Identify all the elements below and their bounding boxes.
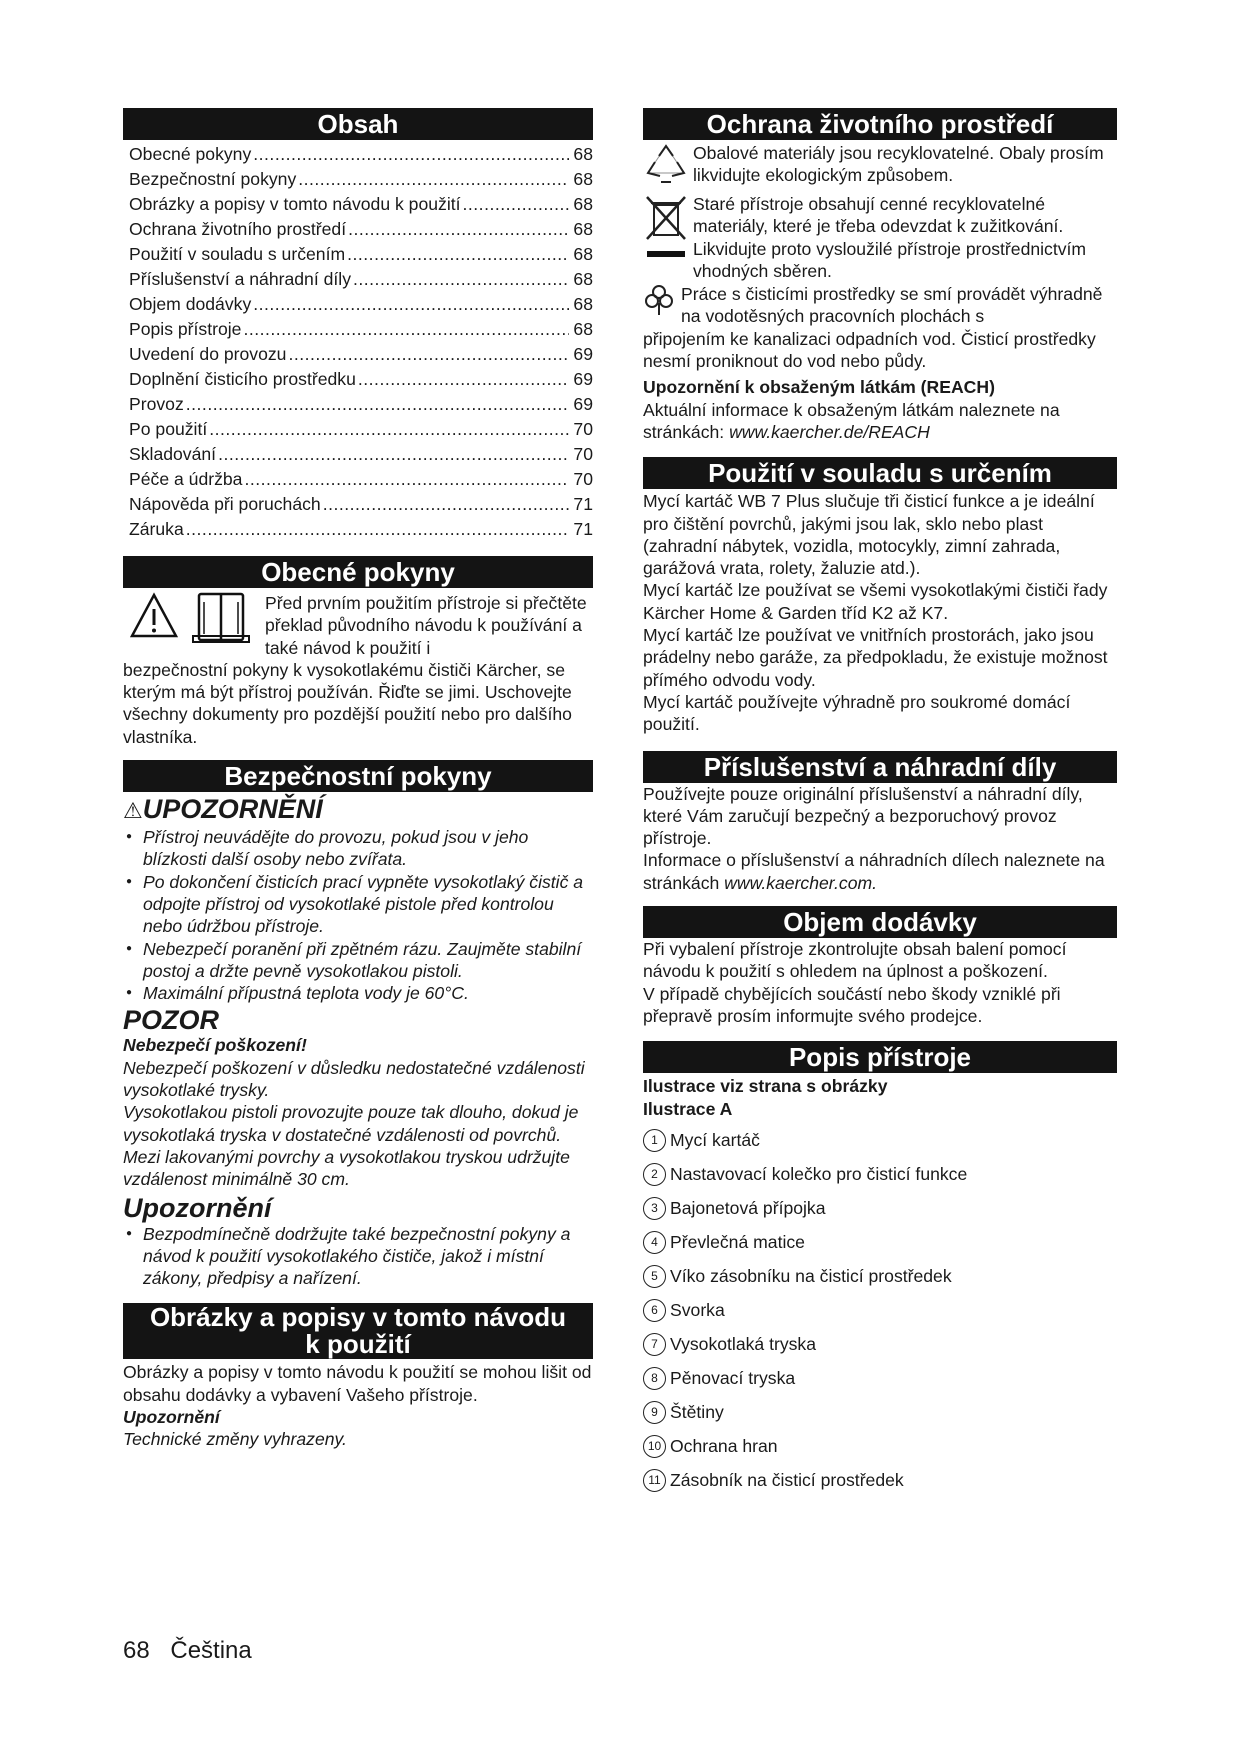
toc-page: 68	[573, 319, 593, 339]
caution-title: POZOR	[123, 1005, 220, 1036]
warning-item: ● Po dokončení čisticích prací vypněte vysokotlaký čistič a odpojte přístroj od vysokotlaké pistole před kontrolou nebo údržbou přístroje.	[123, 871, 593, 938]
water-text-first: Práce s čisticími prostředky se smí provádět výhradně na vodotěsných pracovních plochách s	[681, 284, 1103, 327]
toc-label: Skladování	[129, 444, 217, 464]
toc-row	[123, 492, 593, 517]
toc-leader-dots	[288, 342, 569, 367]
item-number: 9	[643, 1401, 666, 1424]
item-number: 2	[643, 1163, 666, 1186]
figures-heading-line2: k použití	[305, 1329, 411, 1360]
toc-label: Péče a údržba	[129, 469, 243, 489]
toc-page: 70	[573, 444, 593, 464]
toc-label: Bezpečnostní pokyny	[129, 169, 297, 189]
item-label: Štětiny	[670, 1402, 724, 1423]
recycle-icon	[643, 142, 693, 193]
toc-page: 68	[573, 294, 593, 314]
toc-page: 68	[573, 269, 593, 289]
toc-page: 69	[573, 369, 593, 389]
toc-leader-dots	[243, 317, 569, 342]
intended-use-paragraph: Mycí kartáč lze používat se všemi vysokotlakými čističi řady Kärcher Home & Garden tříd K2 až K7.	[643, 580, 1108, 623]
toc-leader-dots	[347, 242, 569, 267]
item-label: Svorka	[670, 1300, 725, 1321]
intended-use-paragraph: Mycí kartáč WB 7 Plus slučuje tři čisticí funkce a je ideální pro čištění povrchů, jakými jsou lak, sklo nebo plast (zahradní nábytek, vozidla, motocykly, zimní zahrada, garážová vrata, rolety, žaluzie atd.).	[643, 491, 1095, 579]
toc-label: Doplnění čisticího prostředku	[129, 369, 356, 389]
item-label: Pěnovací tryska	[670, 1368, 796, 1389]
general-text-rest: bezpečnostní pokyny k vysokotlakému čističi Kärcher, se kterým má být přístroj používán. Řiďte se jimi. Uschovejte všechny dokumenty pro pozdější použití nebo pro dalšího vlastníka.	[123, 659, 572, 747]
accessories-link[interactable]: www.kaercher.com.	[724, 872, 878, 893]
list-item	[643, 1260, 1117, 1294]
toc-row	[123, 392, 593, 417]
toc-label: Obrázky a popisy v tomto návodu k použití	[129, 194, 461, 214]
item-number: 11	[643, 1469, 666, 1492]
list-item	[643, 1226, 1117, 1260]
list-item	[643, 1362, 1117, 1396]
toc-leader-dots	[209, 417, 569, 442]
figures-note-text: Technické změny vyhrazeny.	[123, 1429, 347, 1450]
weee-block	[643, 193, 1117, 282]
item-number: 8	[643, 1367, 666, 1390]
intended-use-paragraph: Mycí kartáč lze používat ve vnitřních prostorách, jako jsou prádelny nebo garáže, za předpokladu, že existuje možnost přímého odvodu vody.	[643, 625, 1108, 690]
toc-page: 68	[573, 244, 593, 264]
list-item	[643, 1328, 1117, 1362]
toc-leader-dots	[253, 292, 569, 317]
toc-leader-dots	[218, 442, 569, 467]
toc-page: 68	[573, 219, 593, 239]
list-item	[643, 1158, 1117, 1192]
toc-label: Ochrana životního prostředí	[129, 219, 347, 239]
intended-use-heading: Použití v souladu s určením	[643, 457, 1117, 489]
caution-paragraph: Vysokotlakou pistoli provozujte pouze tak dlouho, dokud je vysokotlaká tryska v dostatečné vzdálenosti od povrchů.	[123, 1102, 579, 1145]
toc-row	[123, 517, 593, 542]
toc-page: 68	[573, 144, 593, 164]
caution-subtitle: Nebezpečí poškození!	[123, 1035, 307, 1056]
toc-page: 71	[573, 519, 593, 539]
item-number: 6	[643, 1299, 666, 1322]
table-of-contents	[123, 142, 593, 542]
item-label: Vysokotlaká tryska	[670, 1334, 817, 1355]
toc-leader-dots	[348, 217, 569, 242]
toc-leader-dots	[244, 467, 569, 492]
item-label: Nastavovací kolečko pro čisticí funkce	[670, 1164, 968, 1185]
recycle-block	[643, 142, 1117, 193]
toc-row	[123, 267, 593, 292]
figures-note-title: Upozornění	[123, 1407, 220, 1428]
toc-row	[123, 467, 593, 492]
toc-page: 71	[573, 494, 593, 514]
figures-heading	[123, 1303, 593, 1359]
toc-label: Po použití	[129, 419, 208, 439]
warning-item: ● Maximální přípustná teplota vody je 60°C.	[123, 982, 593, 1004]
item-label: Převlečná matice	[670, 1232, 805, 1253]
toc-page: 70	[573, 419, 593, 439]
toc-page: 68	[573, 194, 593, 214]
reach-link[interactable]: www.kaercher.de/REACH	[729, 421, 930, 442]
intended-use-paragraph: Mycí kartáč používejte výhradně pro soukromé domácí použití.	[643, 691, 1071, 735]
toc-row	[123, 217, 593, 242]
figures-text: Obrázky a popisy v tomto návodu k použití se mohou lišit od obsahu dodávky a vybavení Vašeho přístroje.	[123, 1362, 592, 1405]
warning-item: ● Přístroj neuvádějte do provozu, pokud jsou v jeho blízkosti další osoby nebo zvířata.	[123, 826, 593, 871]
toc-row	[123, 167, 593, 192]
right-column	[643, 108, 1117, 1498]
toc-label: Uvedení do provozu	[129, 344, 287, 364]
toc-row	[123, 442, 593, 467]
toc-row	[123, 192, 593, 217]
left-column	[123, 108, 593, 1451]
toc-label: Provoz	[129, 394, 184, 414]
warning-title: ⚠UPOZORNĚNÍ	[123, 794, 323, 825]
toc-leader-dots	[463, 192, 569, 217]
toc-row	[123, 417, 593, 442]
toc-leader-dots	[186, 392, 569, 417]
reach-title: Upozornění k obsaženým látkám (REACH)	[643, 377, 995, 398]
general-text-first: Před prvním použitím přístroje si přečtěte překlad původního návodu k používání a také návod k použití i	[265, 593, 587, 658]
crossed-bin-icon	[643, 193, 693, 282]
list-item	[643, 1294, 1117, 1328]
recycle-text: Obalové materiály jsou recyklovatelné. Obaly prosím likvidujte ekologickým způsobem.	[693, 143, 1104, 186]
parts-list	[643, 1124, 1117, 1498]
caution-paragraph: Mezi lakovanými povrchy a vysokotlakou tryskou udržujte vzdálenost minimálně 30 cm.	[123, 1146, 570, 1190]
toc-row	[123, 342, 593, 367]
environment-heading: Ochrana životního prostředí	[643, 108, 1117, 140]
item-label: Mycí kartáč	[670, 1130, 760, 1151]
page-number: 68	[123, 1637, 150, 1664]
water-text-rest: připojením ke kanalizaci odpadních vod. Čisticí prostředky nesmí proniknout do vod nebo půdy.	[643, 328, 1096, 372]
item-label: Bajonetová přípojka	[670, 1198, 826, 1219]
list-item	[643, 1192, 1117, 1226]
toc-label: Popis přístroje	[129, 319, 242, 339]
item-number: 3	[643, 1197, 666, 1220]
reach-text: Aktuální informace k obsaženým látkám naleznete na stránkách: www.kaercher.de/REACH	[643, 399, 1060, 442]
item-number: 5	[643, 1265, 666, 1288]
list-item	[643, 1124, 1117, 1158]
toc-label: Obecné pokyny	[129, 144, 252, 164]
toc-label: Použití v souladu s určením	[129, 244, 346, 264]
toc-row	[123, 242, 593, 267]
item-label: Ochrana hran	[670, 1436, 778, 1457]
scope-text-1: Při vybalení přístroje zkontrolujte obsah balení pomocí návodu k použití s ohledem na úplnost a poškození.	[643, 939, 1067, 982]
weee-text: Staré přístroje obsahují cenné recyklovatelné materiály, které je třeba odevzdat k zužitkování. Likvidujte proto vysloužilé přístroje prostřednictvím vhodných sběren.	[693, 194, 1087, 281]
description-line-2: Ilustrace A	[643, 1098, 733, 1119]
item-label: Zásobník na čisticí prostředek	[670, 1470, 904, 1491]
toc-heading: Obsah	[123, 108, 593, 140]
note-item: ● Bezpodmínečně dodržujte také bezpečnostní pokyny a návod k použití vysokotlakého čističe, jakož i místní zákony, předpisy a nařízení.	[123, 1223, 593, 1290]
list-item	[643, 1464, 1117, 1498]
toc-row	[123, 142, 593, 167]
toc-page: 68	[573, 169, 593, 189]
toc-leader-dots	[358, 367, 569, 392]
accessories-text-1: Používejte pouze originální příslušenství a náhradní díly, které Vám zaručují bezpečný a bezporuchový provoz přístroje.	[643, 783, 1083, 849]
item-label: Víko zásobníku na čisticí prostředek	[670, 1266, 952, 1287]
footer-language: Čeština	[170, 1637, 252, 1664]
toc-label: Příslušenství a náhradní díly	[129, 269, 351, 289]
toc-row	[123, 367, 593, 392]
toc-leader-dots	[323, 492, 569, 517]
warning-item: ● Nebezpečí poranění při zpětném rázu. Zaujměte stabilní postoj a držte pevně vysokotlakou pistoli.	[123, 938, 593, 983]
toc-row	[123, 292, 593, 317]
caution-paragraph: Nebezpečí poškození v důsledku nedostatečné vzdálenosti vysokotlaké trysky.	[123, 1057, 585, 1101]
item-number: 1	[643, 1129, 666, 1152]
warning-small-icon: ⚠	[123, 798, 143, 824]
description-heading: Popis přístroje	[643, 1041, 1117, 1073]
scope-text-2: V případě chybějících součástí nebo škody vzniklé při přepravě prosím informujte svého prodejce.	[643, 983, 1061, 1026]
safety-heading: Bezpečnostní pokyny	[123, 760, 593, 792]
note-title: Upozornění	[123, 1192, 272, 1223]
manual-book-icon	[191, 592, 251, 659]
list-item	[643, 1396, 1117, 1430]
warning-list	[123, 826, 593, 1004]
groundwater-icon	[643, 283, 681, 328]
general-block	[123, 592, 593, 659]
general-heading: Obecné pokyny	[123, 556, 593, 588]
item-number: 4	[643, 1231, 666, 1254]
note-list	[123, 1223, 593, 1290]
toc-label: Záruka	[129, 519, 184, 539]
caution-text	[123, 1057, 593, 1191]
toc-label: Objem dodávky	[129, 294, 252, 314]
toc-label: Nápověda při poruchách	[129, 494, 321, 514]
toc-leader-dots	[186, 517, 569, 542]
accessories-text-2: Informace o příslušenství a náhradních dílech naleznete na stránkách www.kaercher.com.	[643, 850, 1105, 893]
toc-page: 69	[573, 394, 593, 414]
figures-heading-line1: Obrázky a popisy v tomto návodu	[149, 1302, 567, 1333]
toc-row	[123, 317, 593, 342]
toc-page: 69	[573, 344, 593, 364]
list-item	[643, 1430, 1117, 1464]
toc-leader-dots	[298, 167, 569, 192]
intended-use-text	[643, 490, 1117, 735]
page-footer	[123, 1637, 252, 1665]
toc-leader-dots	[353, 267, 569, 292]
toc-page: 70	[573, 469, 593, 489]
warning-triangle-icon	[129, 592, 179, 659]
water-block	[643, 283, 1117, 328]
item-number: 7	[643, 1333, 666, 1356]
scope-heading: Objem dodávky	[643, 906, 1117, 938]
item-number: 10	[643, 1435, 666, 1458]
accessories-heading: Příslušenství a náhradní díly	[643, 751, 1117, 783]
description-line-1: Ilustrace viz strana s obrázky	[643, 1076, 888, 1097]
toc-leader-dots	[253, 142, 569, 167]
